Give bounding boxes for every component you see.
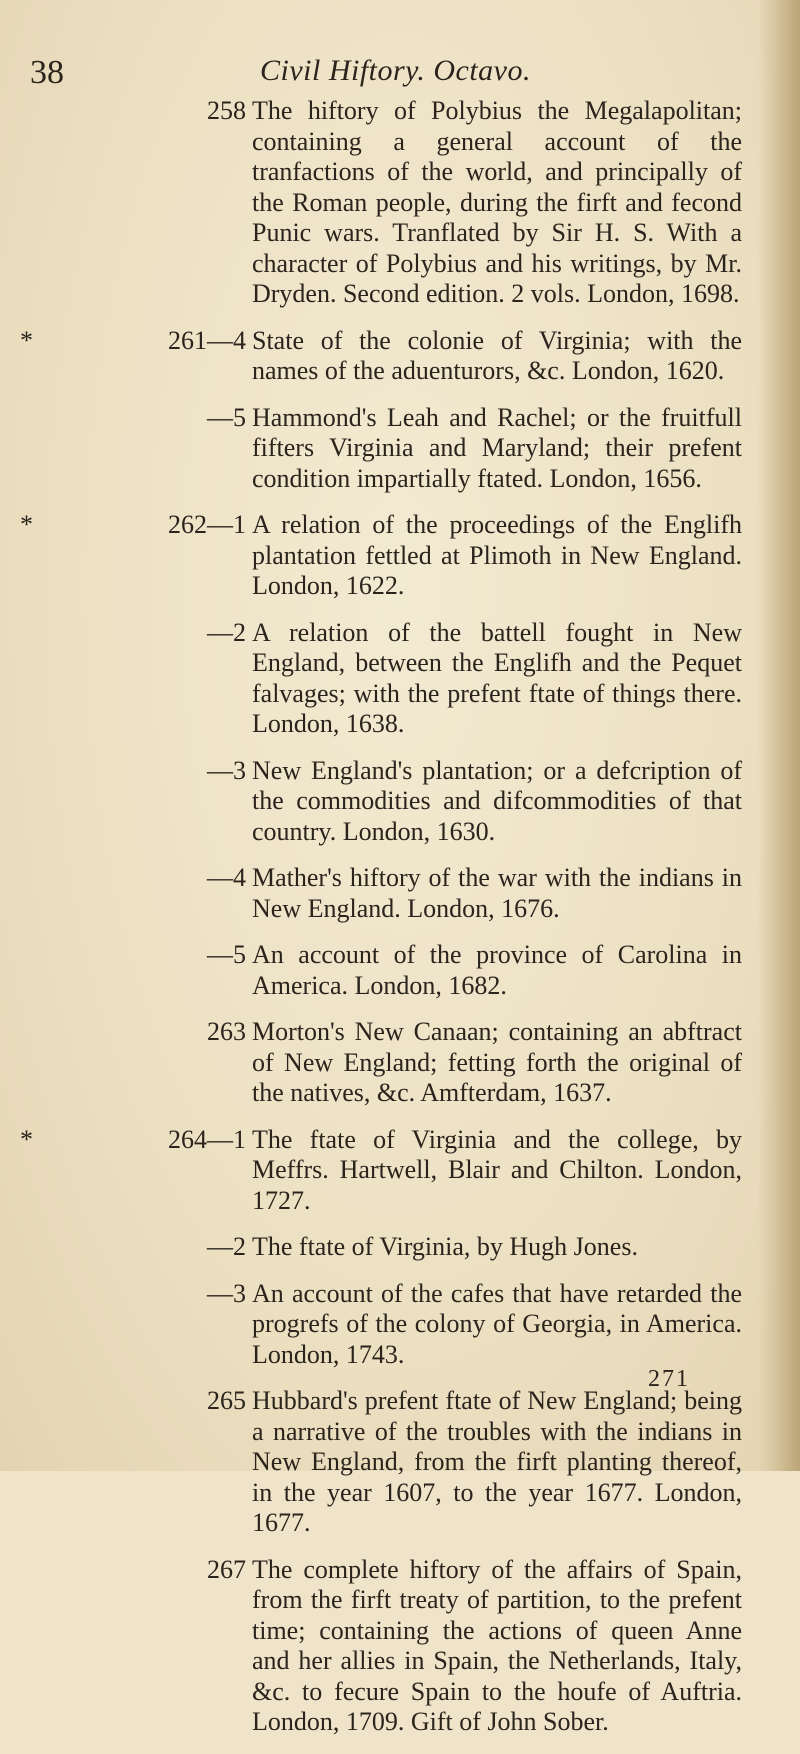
entry-star: * [20, 510, 33, 539]
catalogue-entry [20, 96, 742, 310]
entry-number [20, 756, 246, 787]
entry-number-label: —5 [207, 940, 246, 969]
entry-number-label: 258 [207, 96, 246, 125]
entry-text: An account of the province of Carolina in America. London, 1682. [252, 940, 742, 1000]
entry-number-label: —2 [207, 617, 246, 647]
entry-text: A relation of the battell fought in New England, between the Englifh and the Pequet falvages; with the prefent ftate of things there. London, 1638. [252, 617, 742, 738]
catalogue-entry [20, 1555, 742, 1738]
page-header [30, 48, 730, 98]
catalogue-entry [20, 1125, 742, 1217]
entry-number-label: —3 [207, 1278, 246, 1308]
entry-text: New England's plantation; or a defcription of the commodities and difcommodities of that country. London, 1630. [252, 755, 742, 846]
page-edge-shadow [758, 0, 800, 1471]
entry-number [20, 863, 246, 894]
entry-text: A relation of the proceedings of the Englifh plantation fettled at Plimoth in New England. London, 1622. [252, 510, 742, 600]
entry-number-label: 267 [207, 1554, 246, 1584]
entry-number [20, 403, 246, 434]
entry-number-label: 264—1 [168, 1124, 246, 1154]
catalogue-entry [20, 1232, 742, 1263]
entry-star: * [20, 1124, 33, 1154]
entry-text: An account of the cafes that have retarded the progrefs of the colony of Georgia, in America. London, 1743. [252, 1278, 742, 1369]
entry-number-label: —2 [207, 1232, 246, 1261]
entry-number [20, 1017, 246, 1048]
running-title: Civil Hiftory. Octavo. [260, 54, 531, 87]
entry-number [20, 1232, 246, 1263]
entry-text: Hubbard's prefent ftate of New England; being a narrative of the troubles with the indians in New England, from the firft planting thereof, in the year 1607, to the year 1677. London, 1677. [252, 1386, 742, 1537]
entry-number [20, 96, 246, 127]
entry-number-label: —3 [207, 755, 246, 785]
entry-text: Hammond's Leah and Rachel; or the fruitfull fifters Virginia and Maryland; their prefent condition impartially ftated. London, 1656. [252, 402, 742, 493]
entry-number [20, 940, 246, 971]
catchword: 271 [648, 1366, 690, 1392]
entry-number [20, 510, 246, 541]
catalogue-entries [20, 96, 742, 1754]
catalogue-entry [20, 863, 742, 924]
entry-text: State of the colonie of Virginia; with the names of the aduenturors, &c. London, 1620. [252, 325, 742, 385]
entry-number [20, 1555, 246, 1586]
entry-number [20, 1125, 246, 1156]
entry-number-label: 265 [207, 1386, 246, 1415]
entry-text: Mather's hiftory of the war with the indians in New England. London, 1676. [252, 863, 742, 923]
catalogue-entry [20, 618, 742, 740]
entry-text: The ftate of Virginia and the college, by Meffrs. Hartwell, Blair and Chilton. London, 1727. [252, 1124, 742, 1215]
entry-number [20, 618, 246, 649]
catalogue-entry [20, 1017, 742, 1109]
entry-number [20, 1386, 246, 1417]
entry-star: * [20, 325, 33, 355]
page-number: 38 [30, 54, 64, 91]
entry-text: The ftate of Virginia, by Hugh Jones. [252, 1232, 638, 1261]
entry-number-label: 261—4 [168, 325, 246, 355]
catalogue-entry [20, 510, 742, 602]
entry-text: The complete hiftory of the affairs of Spain, from the firft treaty of partition, to the prefent time; containing the actions of queen Anne and her allies in Spain, the Netherlands, Italy, &c. to fecure Spain to the houfe of Auftria. London, 1709. Gift of John Sober. [252, 1554, 742, 1736]
entry-text: Morton's New Canaan; containing an abftract of New England; fetting forth the original of the natives, &c. Amfterdam, 1637. [252, 1017, 742, 1107]
entry-number [20, 1279, 246, 1310]
catalogue-entry [20, 403, 742, 495]
entry-number-label: —4 [207, 863, 246, 892]
entry-number-label: 262—1 [168, 510, 246, 539]
catalogue-entry [20, 1279, 742, 1371]
entry-number [20, 326, 246, 357]
catalogue-entry [20, 326, 742, 387]
catalogue-entry [20, 756, 742, 848]
entry-text: The hiftory of Polybius the Megalapolitan; containing a general account of the tranfactions of the world, and principally of the Roman people, during the firft and fecond Punic wars. Tranflated by Sir H. S. With a character of Polybius and his writings, by Mr. Dryden. Second edition. 2 vols. London, 1698. [252, 96, 742, 308]
catalogue-entry [20, 940, 742, 1001]
entry-number-label: 263 [207, 1017, 246, 1046]
entry-number-label: —5 [207, 402, 246, 432]
catalogue-entry [20, 1386, 742, 1539]
